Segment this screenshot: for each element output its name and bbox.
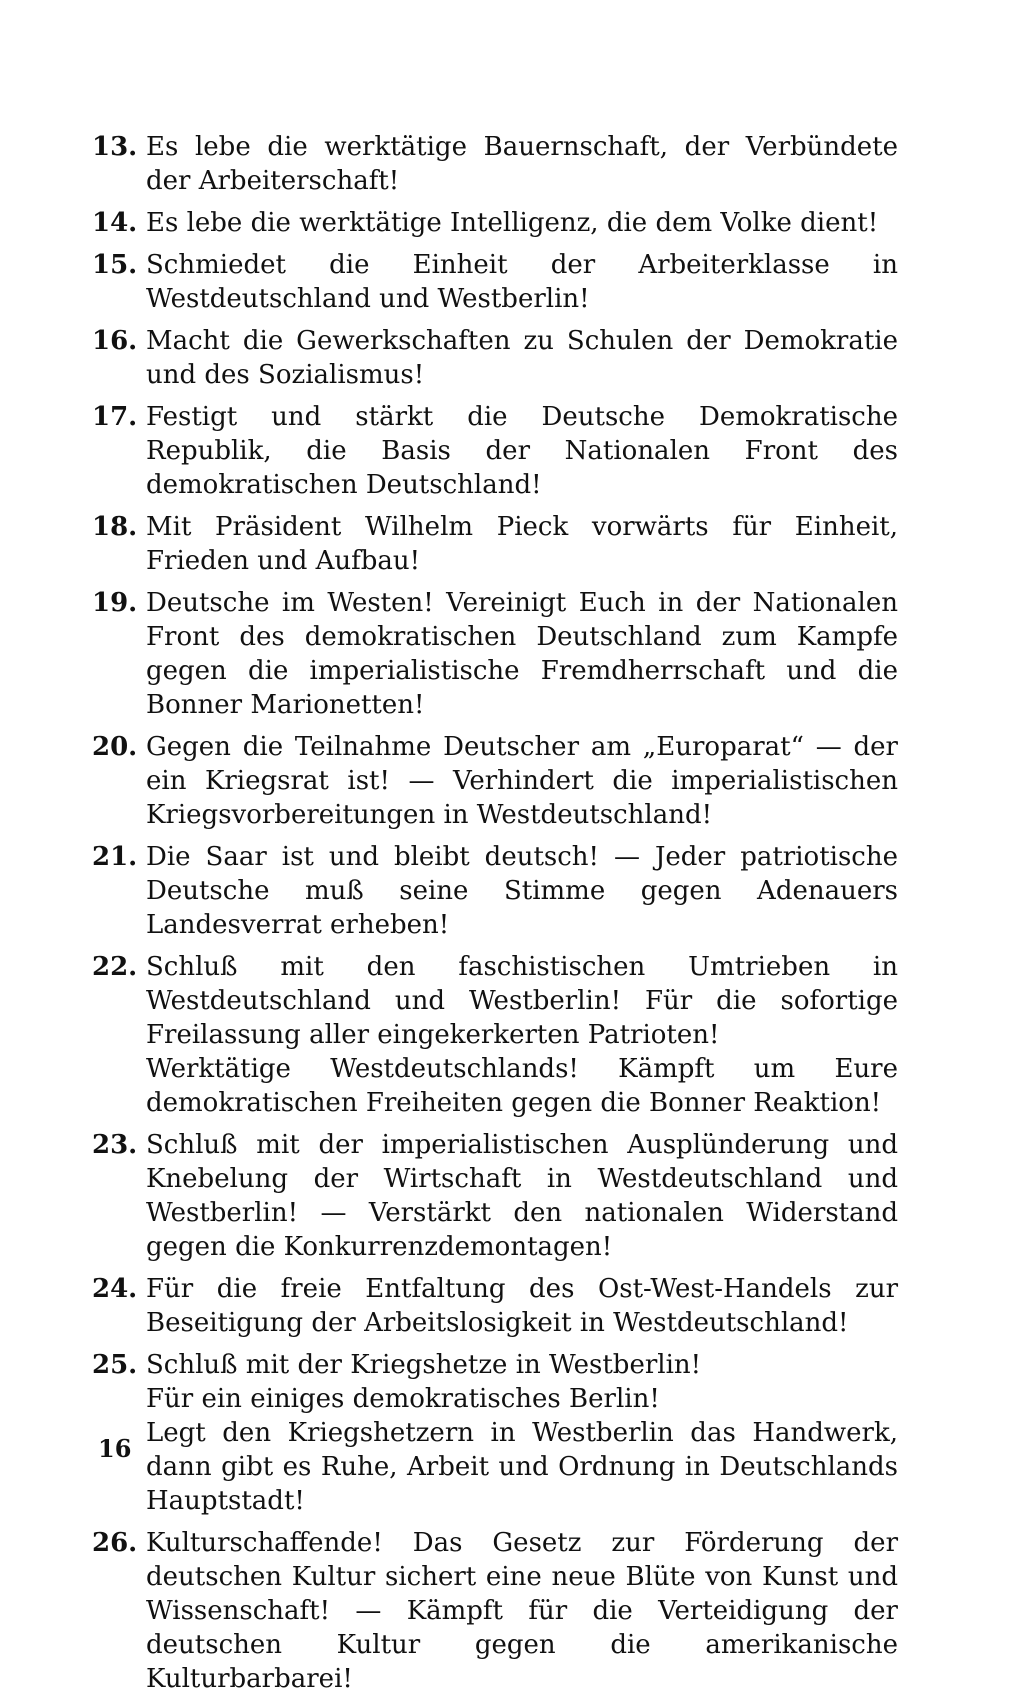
- item-number: 20.: [92, 732, 138, 762]
- item-text: Es lebe die werktätige Bauernschaft, der Verbündete der Arbeiterschaft!: [146, 132, 898, 196]
- item-body: [146, 324, 898, 392]
- item-number: 16.: [92, 326, 138, 356]
- item-body: [146, 840, 898, 942]
- item-text: Die Saar ist und bleibt deutsch! — Jeder patriotische Deutsche muß seine Stimme gegen Adenauers Landesverrat erheben!: [146, 842, 898, 940]
- item-number: 15.: [92, 250, 138, 280]
- item-body: [146, 1526, 898, 1696]
- item-text: Für die freie Entfaltung des Ost-West-Handels zur Beseitigung der Arbeitslosigkeit in Westdeutschland!: [146, 1274, 898, 1338]
- item-text: Es lebe die werktätige Intelligenz, die dem Volke dient!: [146, 208, 879, 238]
- item-body: [146, 1128, 898, 1264]
- item-text: Kulturschaffende! Das Gesetz zur Förderung der deutschen Kultur sichert eine neue Blüte von Kunst und Wissenschaft! — Kämpft für die Verteidigung der deutschen Kultur gegen die amerikanische Kulturbarbarei!: [146, 1528, 898, 1694]
- item-number: 18.: [92, 512, 138, 542]
- item-number: 21.: [92, 842, 138, 872]
- item-body: [146, 400, 898, 502]
- list-item: [92, 840, 898, 942]
- list-item: [92, 1526, 898, 1696]
- item-text: Deutsche im Westen! Vereinigt Euch in der Nationalen Front des demokratischen Deutschland zum Kampfe gegen die imperialistische Fremdherrschaft und die Bonner Marionetten!: [146, 588, 898, 720]
- list-item: [92, 730, 898, 832]
- list-item: [92, 510, 898, 578]
- page-number: 16: [98, 1434, 132, 1463]
- item-body: [146, 248, 898, 316]
- item-text: Schluß mit den faschistischen Umtrieben in Westdeutschland und Westberlin! Für die sofortige Freilassung aller eingekerkerten Patrioten!: [146, 952, 898, 1050]
- list-item: [92, 400, 898, 502]
- item-text: Mit Präsident Wilhelm Pieck vorwärts für Einheit, Frieden und Aufbau!: [146, 512, 898, 576]
- list-item: [92, 586, 898, 722]
- item-text: Festigt und stärkt die Deutsche Demokratische Republik, die Basis der Nationalen Front des demokratischen Deutschland!: [146, 402, 898, 500]
- item-text: Macht die Gewerkschaften zu Schulen der Demokratie und des Sozialismus!: [146, 326, 898, 390]
- item-number: 26.: [92, 1528, 138, 1558]
- list-item: [92, 950, 898, 1120]
- item-number: 19.: [92, 588, 138, 618]
- item-body: [146, 1272, 898, 1340]
- item-body: [146, 206, 898, 240]
- item-text: Schluß mit der imperialistischen Ausplünderung und Knebelung der Wirtschaft in Westdeutschland und Westberlin! — Verstärkt den nationalen Widerstand gegen die Konkurrenzdemontagen!: [146, 1130, 898, 1262]
- list-item: [92, 130, 898, 198]
- item-body: [146, 730, 898, 832]
- list-item: [92, 248, 898, 316]
- item-number: 22.: [92, 952, 138, 982]
- list-item: [92, 324, 898, 392]
- item-body: [146, 1348, 898, 1518]
- item-text: Legt den Kriegshetzern in Westberlin das Handwerk, dann gibt es Ruhe, Arbeit und Ordnung in Deutschlands Hauptstadt!: [146, 1418, 898, 1516]
- item-number: 14.: [92, 208, 138, 238]
- list-item: [92, 1348, 898, 1518]
- item-number: 25.: [92, 1350, 138, 1380]
- item-number: 24.: [92, 1274, 138, 1304]
- item-number: 13.: [92, 132, 138, 162]
- item-text: Gegen die Teilnahme Deutscher am „Europarat“ — der ein Kriegsrat ist! — Verhindert die imperialistischen Kriegsvorbereitungen in Westdeutschland!: [146, 732, 898, 830]
- item-text: Für ein einiges demokratisches Berlin!: [146, 1384, 660, 1414]
- item-text: Schmiedet die Einheit der Arbeiterklasse in Westdeutschland und Westberlin!: [146, 250, 898, 314]
- item-body: [146, 130, 898, 198]
- item-text: Schluß mit der Kriegshetze in Westberlin!: [146, 1350, 702, 1380]
- list-item: [92, 1272, 898, 1340]
- item-text: Werktätige Westdeutschlands! Kämpft um Eure demokratischen Freiheiten gegen die Bonner Reaktion!: [146, 1054, 898, 1118]
- item-number: 17.: [92, 402, 138, 432]
- list-item: [92, 1128, 898, 1264]
- slogan-list: [92, 130, 898, 1704]
- item-body: [146, 510, 898, 578]
- item-body: [146, 586, 898, 722]
- item-number: 23.: [92, 1130, 138, 1160]
- item-body: [146, 950, 898, 1120]
- list-item: [92, 206, 898, 240]
